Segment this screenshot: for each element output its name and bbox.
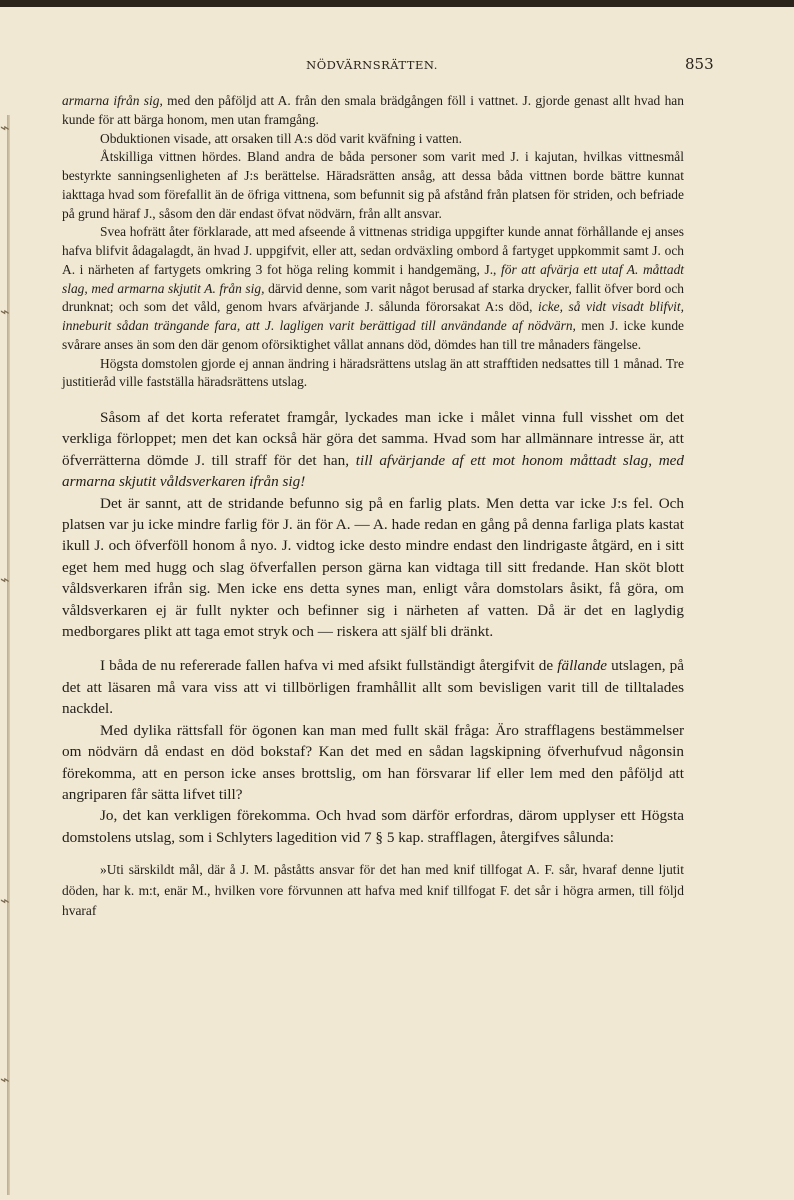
block-quote (62, 860, 684, 922)
case-report (62, 92, 684, 392)
binding-mark: ⌁ (0, 570, 10, 589)
text-run: men J. icke kunde svårare anses än som den där genom oförsiktighet vållat annans död, dömdes han till tre månaders fängelse. (62, 318, 685, 352)
paragraph: Högsta domstolen gjorde ej annan ändring i häradsrättens utslag än att strafftiden nedsattes till 1 månad. Tre justitieråd ville fastställa häradsrättens utslag. (62, 355, 684, 390)
italic-text: fällande (557, 657, 608, 675)
text-run: I båda de nu refererade fallen hafva vi med afsikt fullständigt återgifvit de (100, 657, 554, 675)
binding-mark: ⌁ (0, 891, 10, 910)
text-run: Såsom af det korta referatet framgår, lyckades man icke i målet vinna full visshet om det verkliga förloppet; men det kan också här göra det samma. Hvad som har allmännare intresse är, att öfverrätterna dömde J. till straff för det han, (62, 409, 684, 469)
running-title: NÖDVÄRNSRÄTTEN. (306, 58, 438, 72)
italic-text: med armarna skjutit våldsverkaren ifrån sig! (62, 451, 685, 491)
paragraph: Jo, det kan verkligen förekomma. Och hvad som därför erfordras, därom upplyser ett Högsta domstolens utslag, som i Schlyters lagedition vid 7 § 5 kap. strafflagen, återgifves sålunda: (62, 807, 684, 846)
page-number: 853 (685, 55, 714, 73)
paragraph: Det är sannt, att de stridande befunno sig på en farlig plats. Men detta var icke J:s fel. Och platsen var ju icke mindre farlig för J. än för A. — A. hade redan en gång på denna farliga plats kastat ikull J. och öfverföll honom å nyo. J. vidtog icke desto mindre endast den lindrigaste åtgärd, en i sitt eget hem med hugg och slag öfverfallen person gärna kan vidtaga till sitt fredande. Han sköt blott våldsverkaren ifrån sig. Men icke ens detta synes man, enligt våra domstolars åsikt, få göra, om våldsverkaren ej är fullt nykter och befinner sig i närheten af vatten. Då är det en laglydig medborgares plikt att taga emot stryk och — riskera att själf bli dränkt. (62, 494, 684, 641)
italic-text: till afvärjande af ett mot honom måttadt slag (355, 451, 649, 469)
text-run: , (648, 451, 652, 469)
text-run: Svea hofrätt åter förklarade, att med afseende å vittnenas stridiga uppgifter kunde annat förhållande ej anses hafva blifvit ådagalagdt, än hvad J. uppgifvit, eller att, sedan ordväxling ombord å fartyget uppkommit samt J. och A. i närheten af fartygets omkring 3 fot höga reling kommit i handgemäng, J., (62, 224, 684, 277)
italic-text: för att afvärja ett utaf A. måttadt slag, med armarna skjutit A. från sig, (62, 261, 685, 296)
text-run: utslagen, på det att läsaren må vara viss att vi tillbörligen framhållit allt som bevisligen varit till de tilltalades nackdel. (62, 657, 685, 718)
page-header (62, 54, 714, 76)
binding-mark: ⌁ (0, 118, 10, 137)
binding-gutter (7, 115, 10, 1195)
paragraph (62, 655, 684, 719)
page-body (62, 92, 684, 922)
scan-top-edge (0, 0, 794, 7)
commentary (62, 407, 684, 848)
binding-mark: ⌁ (0, 1070, 10, 1089)
binding-mark: ⌁ (0, 302, 10, 321)
text-run: därvid denne, som varit något berusad af starka drycker, fallit öfver bord och drunknat; och som det våld, genom hvars afvärjande J. sålunda förorsakat A:s död, (62, 280, 685, 315)
paragraph: Med dylika rättsfall för ögonen kan man med fullt skäl fråga: Äro strafflagens bestämmelser om nödvärn då endast en död bokstaf? Kan det med en sådan lagskipning öfverhufvud någonsin förekomma, att en person icke anses brottslig, om han försvarar lif eller lem med den påföljd att angriparen får sätta lifvet till? (62, 721, 684, 803)
paragraph (62, 92, 684, 130)
paragraph: »Uti särskildt mål, där å J. M. påståtts ansvar för det han med knif tillfogat A. F. sår, hvaraf denne ljutit döden, har k. m:t, enär M., hvilken vore förvunnen att hafva med knif tillfogat F. det sår i högra armen, till följd hvaraf (62, 862, 684, 919)
italic-text: icke, så vidt visadt blifvit, inneburit sådan trängande fara, att J. lagligen varit berättigad till användande af nödvärn, (62, 299, 685, 333)
paragraph (62, 407, 684, 493)
italic-text: armarna ifrån sig (62, 93, 160, 108)
paragraph (62, 223, 684, 354)
paragraph: Åtskilliga vittnen hördes. Bland andra de båda personer som varit med J. i kajutan, hvilkas vittnesmål bestyrkte sanningsenligheten af J:s berättelse. Häradsrätten ansåg, att dessa båda vittnen borde bättre kunnat iakttaga hvad som förefallit än de öfriga vittnena, som befunnit sig på afstånd från platsen för striden, och befriade på grund häraf J., såsom den där endast öfvat nödvärn, från allt ansvar. (62, 149, 684, 221)
paragraph: Obduktionen visade, att orsaken till A:s död varit kväfning i vatten. (100, 130, 462, 146)
text-run: , med den påföljd att A. från den smala brädgången föll i vattnet. J. gjorde genast allt hvad han kunde för att bärga honom, men utan framgång. (62, 93, 684, 127)
